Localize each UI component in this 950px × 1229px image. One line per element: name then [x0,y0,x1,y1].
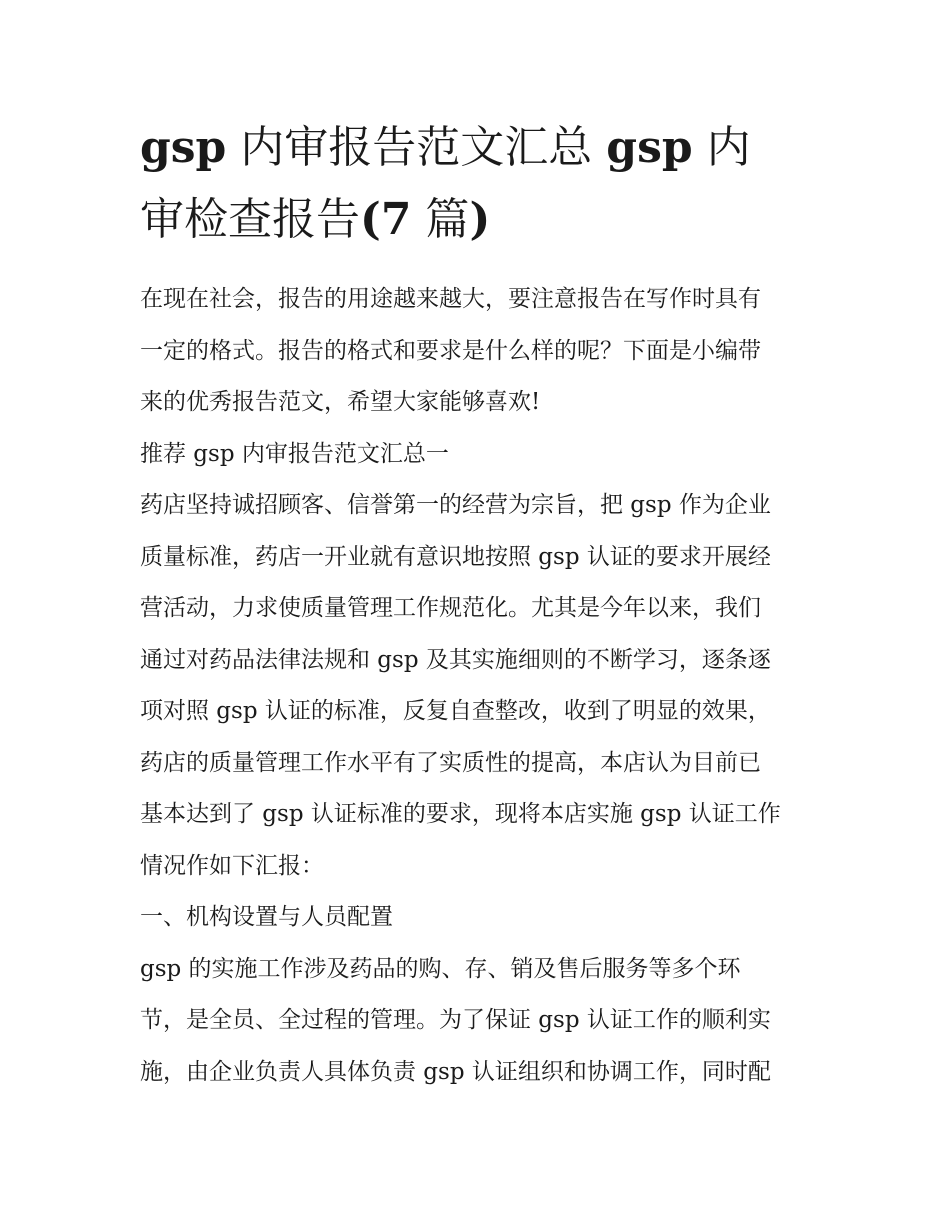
document-body [140,274,812,1098]
body-line: 一定的格式。报告的格式和要求是什么样的呢？下面是小编带 [140,337,761,364]
title-line-1: gsp 内审报告范文汇总 gsp 内 [140,122,751,173]
section-heading: 一、机构设置与人员配置 [140,904,393,930]
body-line: 项对照 gsp 认证的标准，反复自查整改，收到了明显的效果， [140,698,771,724]
document-title [140,112,812,256]
body-line: 营活动，力求使质量管理工作规范化。尤其是今年以来，我们 [140,595,761,621]
body-line: 施，由企业负责人具体负责 gsp 认证组织和协调工作，同时配 [140,1058,771,1085]
title-line-2: 审检查报告(7 篇) [140,194,491,245]
body-line: 药店坚持诚招顾客、信誉第一的经营为宗旨，把 gsp 作为企业 [140,492,771,518]
body-line: 基本达到了 gsp 认证标准的要求，现将本店实施 gsp 认证工作 [140,801,781,827]
body-line: 通过对药品法律法规和 gsp 及其实施细则的不断学习，逐条逐 [140,646,771,673]
body-line: gsp 的实施工作涉及药品的购、存、销及售后服务等多个环 [140,955,741,982]
body-line: 来的优秀报告范文，希望大家能够喜欢! [140,389,541,415]
body-line: 情况作如下汇报： [140,852,324,879]
section-heading: 推荐 gsp 内审报告范文汇总一 [140,440,449,467]
body-line: 药店的质量管理工作水平有了实质性的提高，本店认为目前已 [140,749,761,776]
body-line: 质量标准，药店一开业就有意识地按照 gsp 认证的要求开展经 [140,543,771,570]
document-page [140,112,812,1098]
body-line: 节，是全员、全过程的管理。为了保证 gsp 认证工作的顺利实 [140,1007,771,1033]
body-line: 在现在社会，报告的用途越来越大，要注意报告在写作时具有 [140,286,761,312]
